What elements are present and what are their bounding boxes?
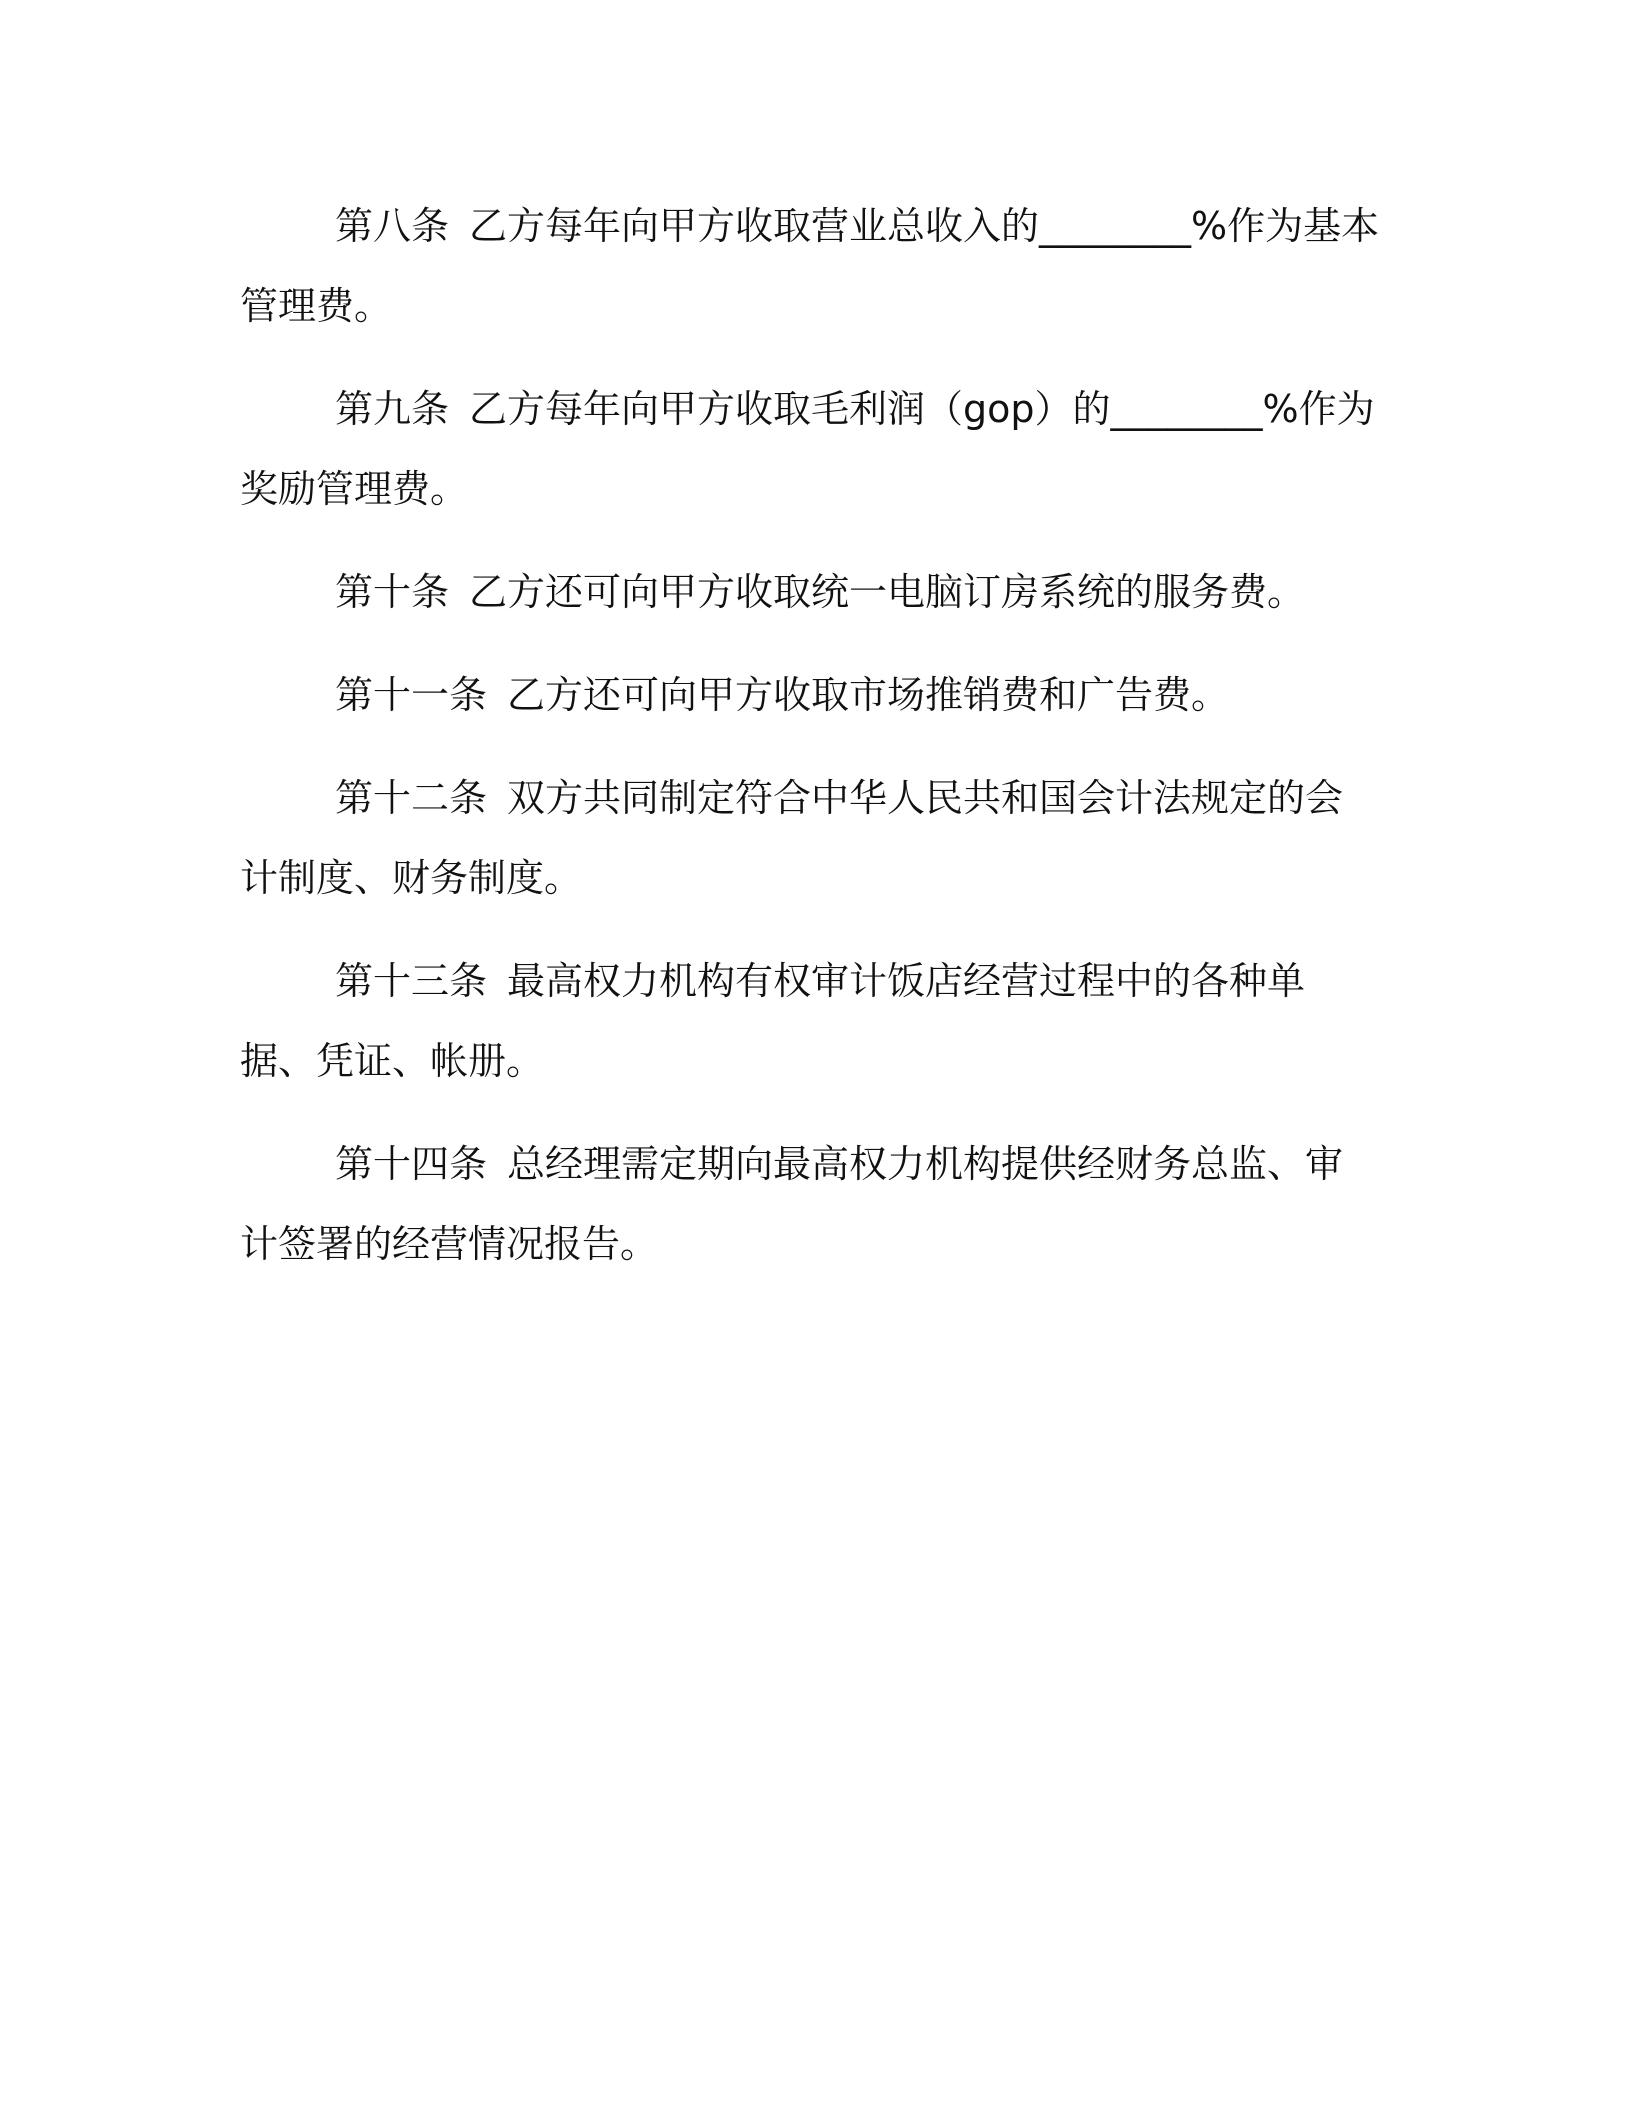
article-number: 第八条	[335, 204, 450, 248]
article-14	[240, 1124, 1380, 1284]
article-12	[240, 758, 1380, 918]
article-10	[240, 552, 1380, 632]
article-number: 第十条	[335, 570, 450, 614]
article-number: 第十二条	[335, 776, 488, 820]
article-text: 乙方还可向甲方收取统一电脑订房系统的服务费。	[469, 570, 1306, 614]
article-text: 乙方每年向甲方收取毛利润（gop）的________%作为奖励管理费。	[240, 387, 1375, 511]
article-number: 第十四条	[335, 1142, 488, 1186]
article-11	[240, 655, 1380, 735]
article-number: 第十三条	[335, 959, 488, 1003]
article-number: 第九条	[335, 387, 450, 431]
article-text: 乙方每年向甲方收取营业总收入的________%作为基本管理费。	[240, 204, 1380, 328]
document-body	[240, 186, 1380, 1307]
article-8	[240, 186, 1380, 346]
article-text: 最高权力机构有权审计饭店经营过程中的各种单据、凭证、帐册。	[240, 959, 1306, 1083]
article-text: 总经理需定期向最高权力机构提供经财务总监、审计签署的经营情况报告。	[240, 1142, 1344, 1266]
article-9	[240, 369, 1380, 529]
article-13	[240, 941, 1380, 1101]
article-number: 第十一条	[335, 673, 488, 717]
article-text: 乙方还可向甲方收取市场推销费和广告费。	[507, 673, 1230, 717]
article-text: 双方共同制定符合中华人民共和国会计法规定的会计制度、财务制度。	[240, 776, 1344, 900]
